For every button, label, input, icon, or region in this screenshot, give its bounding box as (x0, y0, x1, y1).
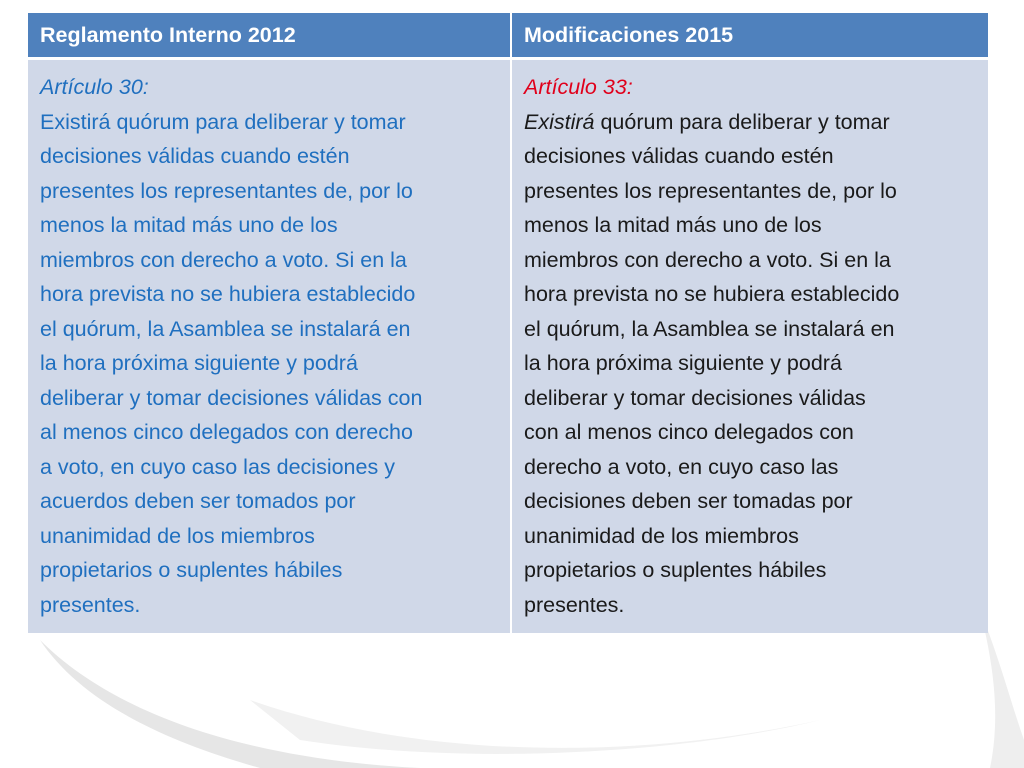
article-30-line: propietarios o suplentes hábiles (40, 558, 343, 582)
article-33-line: menos la mitad más uno de los (524, 213, 822, 237)
article-33-line: el quórum, la Asamblea se instalará en (524, 316, 895, 341)
article-33-line: deliberar y tomar decisiones válidas (524, 385, 866, 410)
article-33-line: decisiones válidas cuando estén (524, 144, 834, 168)
article-33-line: decisiones deben ser tomadas por (524, 489, 853, 513)
article-30-line: hora prevista no se hubiera establecido (40, 282, 416, 306)
article-30-line: miembros con derecho a voto. Si en la (40, 247, 407, 272)
article-30-line: acuerdos deben ser tomados por (40, 489, 356, 513)
article-30-line: al menos cinco delegados con derecho (40, 420, 413, 444)
article-33-line: presentes. (524, 592, 625, 617)
article-30-line: presentes los representantes de, por lo (40, 178, 413, 203)
article-33-title: Artículo 33: (524, 75, 633, 99)
article-33-line: presentes los representantes de, por lo (524, 178, 897, 203)
header-modificaciones-2015: Modificaciones 2015 (510, 13, 988, 57)
article-30-line: la hora próxima siguiente y podrá (40, 351, 358, 375)
article-30-line: decisiones válidas cuando estén (40, 144, 350, 168)
cell-articulo-30 (28, 57, 510, 633)
article-30-line: presentes. (40, 592, 141, 617)
article-33-line: unanimidad de los miembros (524, 523, 799, 548)
article-33-line: miembros con derecho a voto. Si en la (524, 247, 891, 272)
article-33-first-line (524, 105, 982, 140)
header-reglamento-2012: Reglamento Interno 2012 (28, 13, 510, 57)
existira-italic: Existirá (524, 109, 595, 134)
article-30-line: menos la mitad más uno de los (40, 213, 338, 237)
article-30-line: el quórum, la Asamblea se instalará en (40, 316, 411, 341)
cell-articulo-33 (510, 57, 988, 633)
first-line-rest: quórum para deliberar y tomar (594, 109, 890, 134)
comparison-table (28, 13, 988, 633)
article-33-line: hora prevista no se hubiera establecido (524, 282, 900, 306)
article-33-line: la hora próxima siguiente y podrá (524, 351, 842, 375)
article-30-line: deliberar y tomar decisiones válidas con (40, 385, 423, 410)
article-30-line: Existirá quórum para deliberar y tomar (40, 109, 406, 134)
article-30-line: unanimidad de los miembros (40, 523, 315, 548)
article-33-line: con al menos cinco delegados con (524, 420, 854, 444)
article-33-line: propietarios o suplentes hábiles (524, 558, 827, 582)
article-30-line: a voto, en cuyo caso las decisiones y (40, 454, 395, 479)
article-30-title: Artículo 30: (40, 75, 149, 99)
article-33-line: derecho a voto, en cuyo caso las (524, 454, 839, 479)
